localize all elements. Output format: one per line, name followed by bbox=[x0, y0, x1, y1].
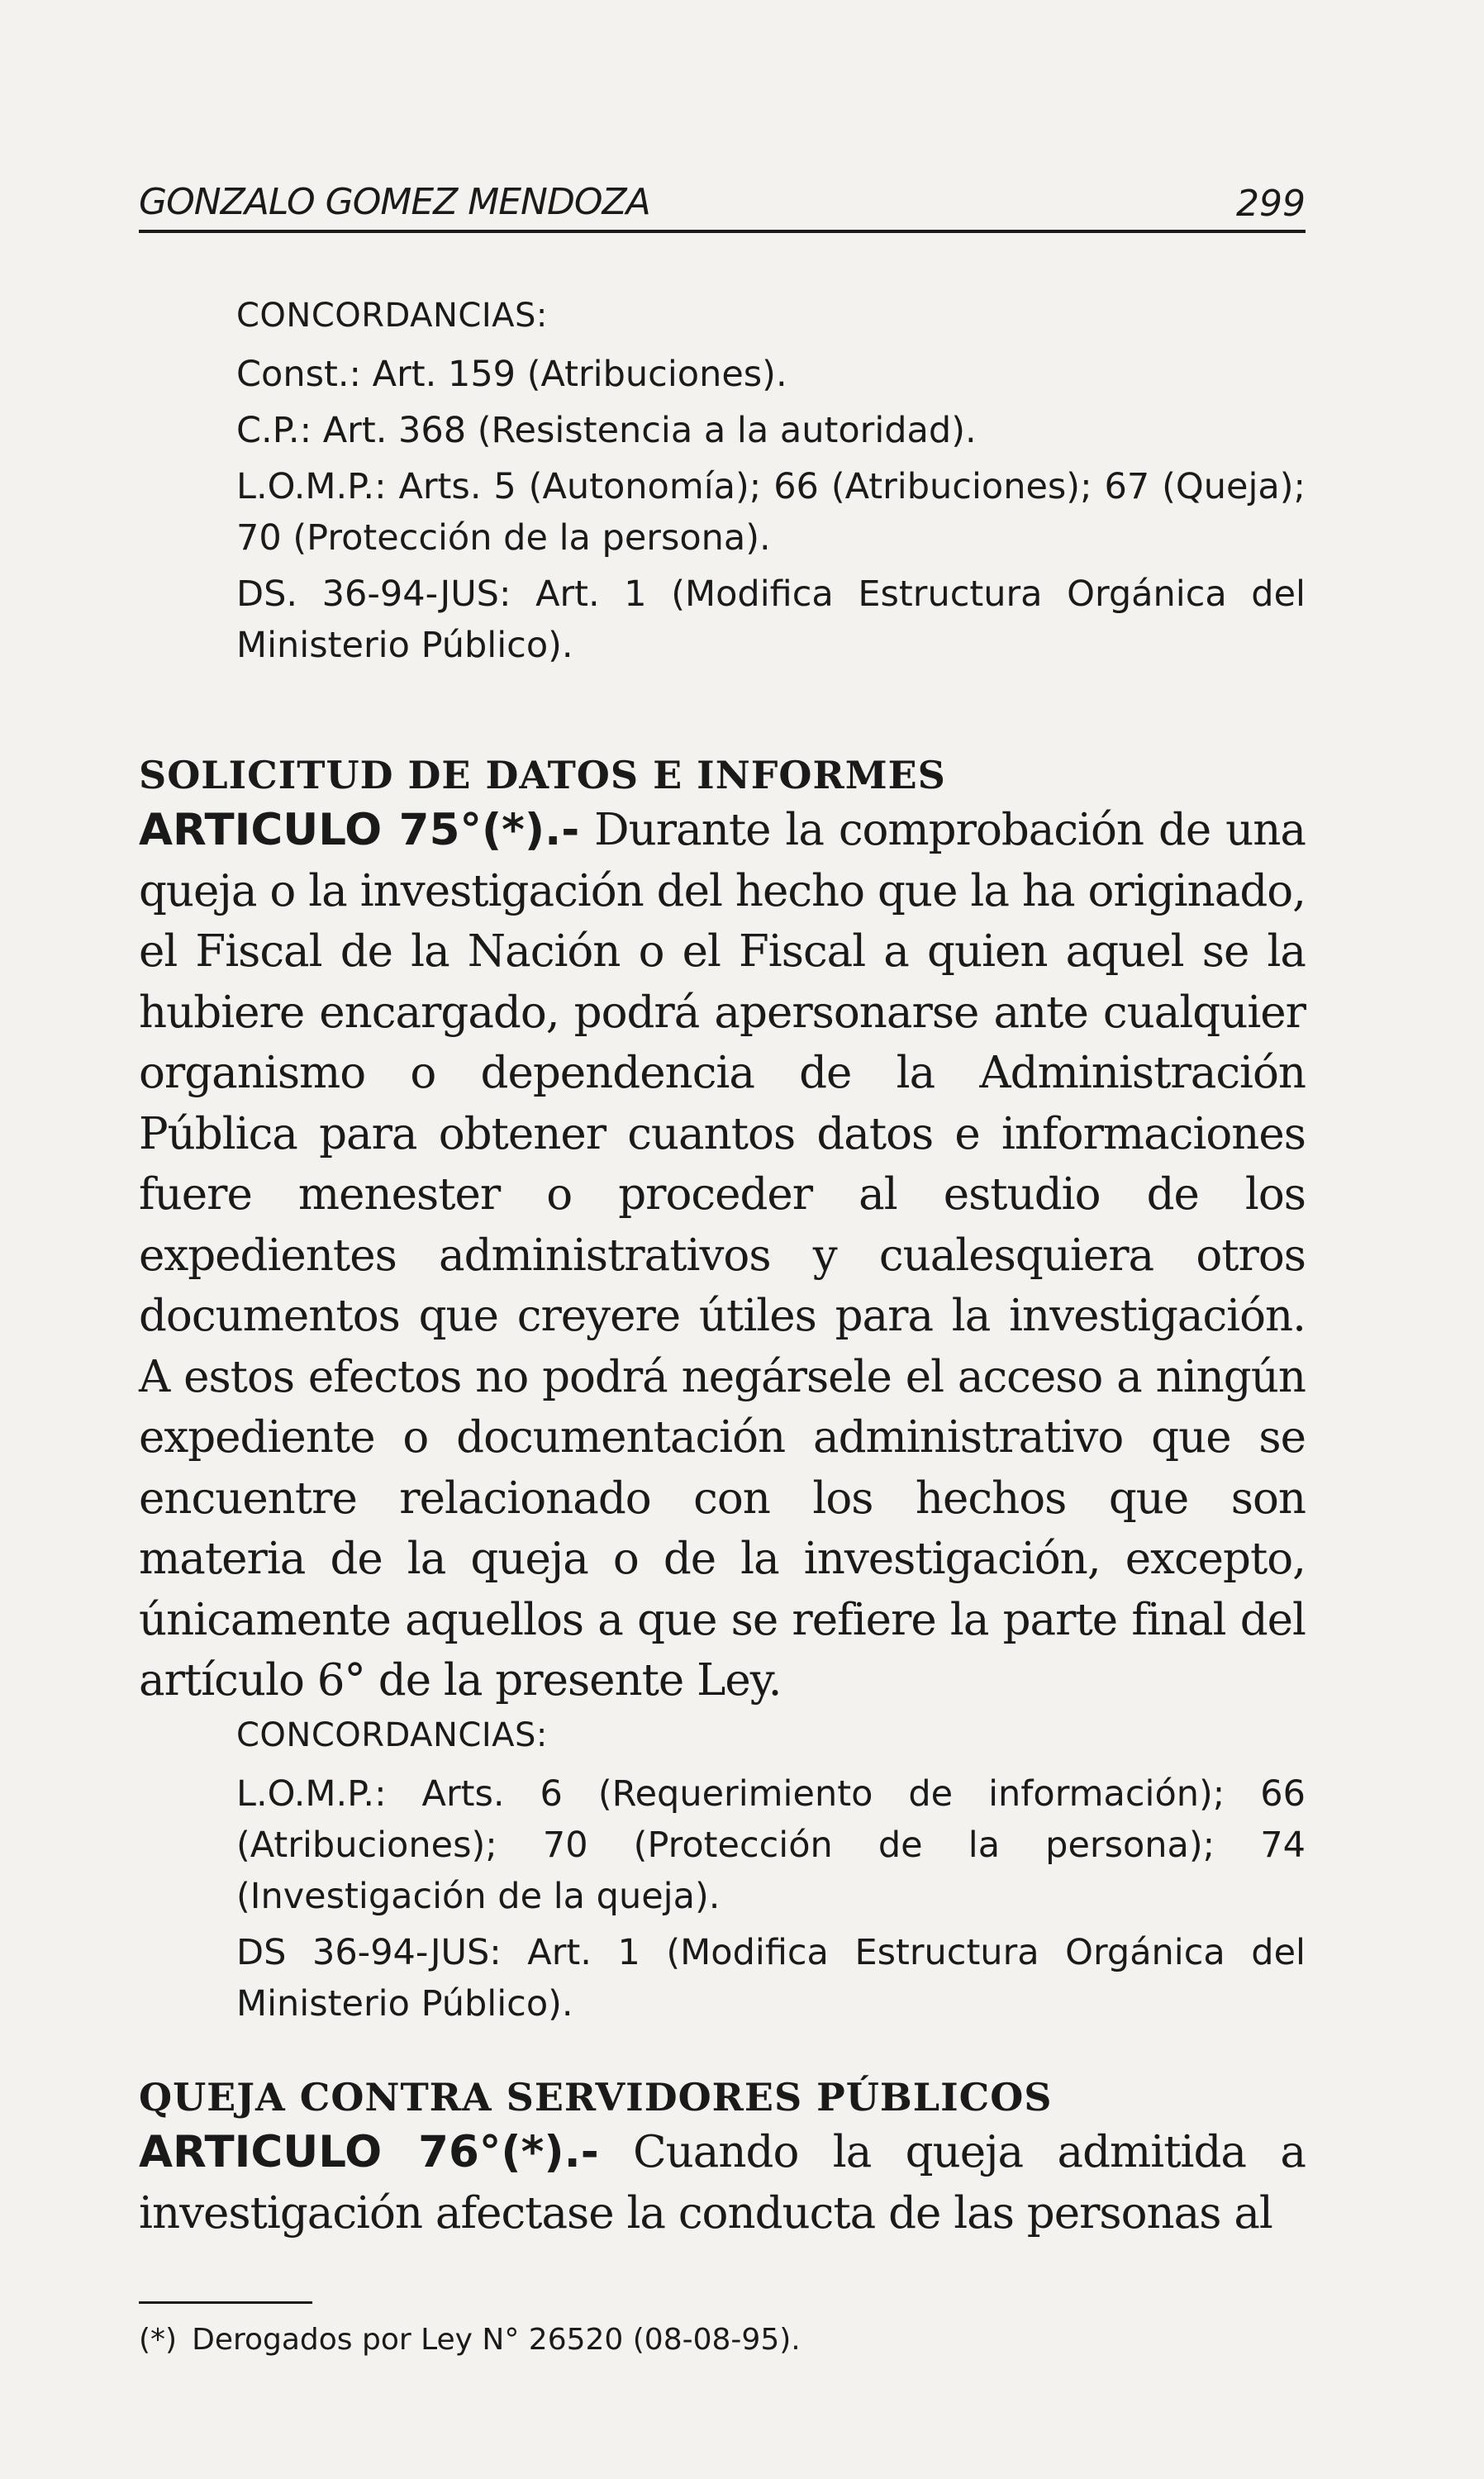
page-number: 299 bbox=[1236, 183, 1306, 225]
concordancia-ref: DS. 36-94-JUS: Art. 1 (Modifica Estructura Orgánica del Ministerio Público). bbox=[236, 573, 1306, 666]
footnote bbox=[139, 2320, 1306, 2360]
concordancia-ref: DS 36-94-JUS: Art. 1 (Modifica Estructura Orgánica del Ministerio Público). bbox=[236, 1932, 1306, 2025]
concordancias-block-1 bbox=[139, 291, 1306, 676]
concordancias-title: CONCORDANCIAS: bbox=[236, 1716, 548, 1754]
footnote-text: Derogados por Ley N° 26520 (08-08-95). bbox=[192, 2323, 801, 2357]
article-76-section bbox=[139, 2072, 1306, 2243]
concordancia-ref: L.O.M.P.: Arts. 5 (Autonomía); 66 (Atribuciones); 67 (Queja); 70 (Protección de la persona). bbox=[236, 466, 1306, 559]
section-heading: SOLICITUD DE DATOS E INFORMES bbox=[139, 753, 946, 797]
section-heading: QUEJA CONTRA SERVIDORES PÚBLICOS bbox=[139, 2075, 1053, 2120]
footnote-mark: (*) bbox=[139, 2323, 178, 2357]
article-76-text bbox=[139, 2122, 1306, 2243]
concordancias-title: CONCORDANCIAS: bbox=[236, 297, 548, 335]
concordancias-block-2 bbox=[139, 1711, 1306, 2034]
article-heading: ARTICULO 76°(*).- bbox=[139, 2127, 599, 2177]
running-header bbox=[139, 165, 1306, 233]
footnote-divider bbox=[139, 2301, 312, 2304]
article-body: Cuando la queja admitida a investigación afectase la conducta de las personas al bbox=[139, 2127, 1306, 2239]
article-heading: ARTICULO 75°(*).- bbox=[139, 805, 580, 855]
article-75-section bbox=[139, 750, 1306, 1711]
article-75-text bbox=[139, 800, 1306, 1711]
concordancia-ref: C.P.: Art. 368 (Resistencia a la autoridad). bbox=[236, 410, 977, 451]
header-author: GONZALO GOMEZ MENDOZA bbox=[139, 181, 650, 223]
concordancia-ref: Const.: Art. 159 (Atribuciones). bbox=[236, 354, 787, 395]
article-body: Durante la comprobación de una queja o la investigación del hecho que la ha originado, el Fiscal de la Nación o el Fiscal a quien aquel se la hubiere encargado, podrá apersonarse ante cualquier organismo o dependencia de la Administración Pública para obtener cuantos datos e informaciones fuere menester o proceder al estudio de los expedientes administrativos y cualesquiera otros documentos que creyere útiles para la investigación. A estos efectos no podrá negársele el acceso a ningún expediente o documentación administrativo que se encuentre relacionado con los hechos que son materia de la queja o de la investigación, excepto, únicamente aquellos a que se refiere la parte final del artículo 6° de la presente Ley. bbox=[139, 805, 1306, 1706]
concordancia-ref: L.O.M.P.: Arts. 6 (Requerimiento de información); 66 (Atribuciones); 70 (Protección de la persona); 74 (Investigación de la queja). bbox=[236, 1773, 1306, 1917]
